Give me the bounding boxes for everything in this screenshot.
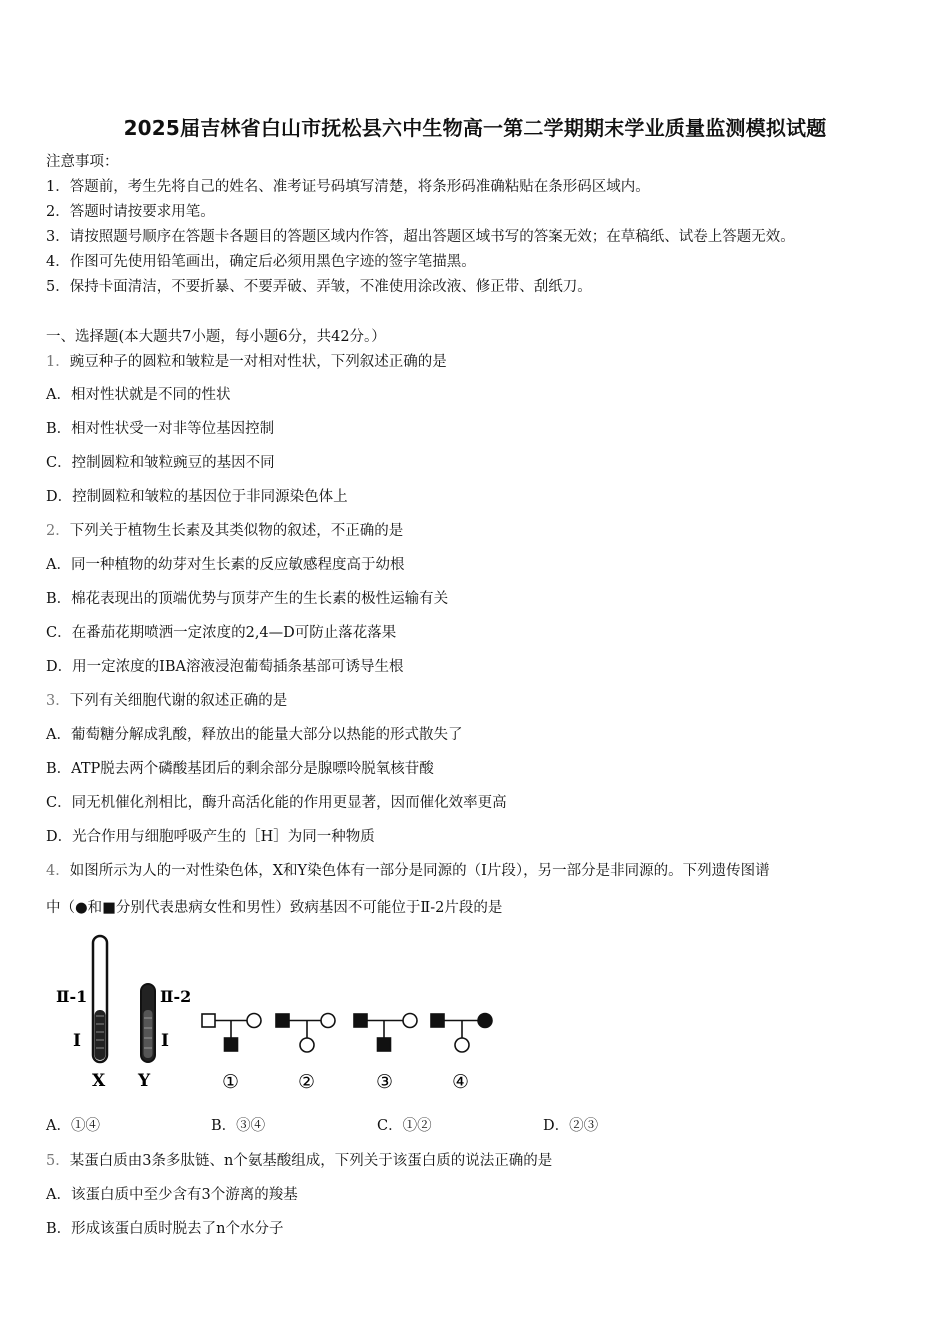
question-3 [46, 692, 287, 710]
notice-item: 5．保持卡面清洁，不要折暴、不要弄破、弄皱，不准使用涂改液、修正带、刮纸刀。 [46, 279, 592, 295]
question-stem: 豌豆种子的圆粒和皱粒是一对相对性状，下列叙述正确的是 [69, 354, 447, 370]
pedigree-label-4: ④ [452, 1071, 470, 1093]
segment-label-x-i: Ⅰ [73, 1031, 81, 1051]
pedigree-4 [431, 1014, 492, 1053]
y-chromosome [141, 984, 155, 1062]
pedigree-2 [276, 1014, 335, 1053]
question-stem: 下列关于植物生长素及其类似物的叙述，不正确的是 [69, 523, 404, 539]
option-c: C．①② [377, 1118, 432, 1134]
question-4-options [46, 1117, 598, 1135]
notice-heading: 注意事项： [46, 154, 119, 170]
question-stem: 下列有关细胞代谢的叙述正确的是 [69, 693, 288, 709]
question-4 [46, 862, 770, 880]
option-b: B．ATP脱去两个磷酸基团后的剩余部分是腺嘌呤脱氧核苷酸 [46, 761, 434, 777]
pedigree-label-3: ③ [376, 1071, 394, 1093]
question-number: 5． [46, 1153, 70, 1169]
question-4-stem-continued: 中（●和■分别代表患病女性和男性）致病基因不可能位于Ⅱ-2片段的是 [46, 900, 503, 916]
chromosome-pedigree-figure [50, 930, 510, 1100]
notice-item: 4．作图可先使用铅笔画出，确定后必须用黑色字迹的签字笔描黑。 [46, 254, 476, 270]
chromosome-label-y: Y [138, 1071, 151, 1091]
option-d: D．控制圆粒和皱粒的基因位于非同源染色体上 [46, 489, 348, 505]
pedigree-label-1: ① [222, 1071, 240, 1093]
pedigree-1 [202, 1014, 261, 1052]
option-a: A．同一种植物的幼芽对生长素的反应敏感程度高于幼根 [46, 557, 405, 573]
option-d: D．光合作用与细胞呼吸产生的［H］为同一种物质 [46, 829, 375, 845]
option-a: A．该蛋白质中至少含有3个游离的羧基 [46, 1187, 298, 1203]
question-number: 2． [46, 523, 70, 539]
option-a: A．葡萄糖分解成乳酸，释放出的能量大部分以热能的形式散失了 [46, 727, 463, 743]
segment-label-x-ii1: Ⅱ-1 [56, 987, 88, 1006]
notice-item: 1．答题前，考生先将自己的姓名、准考证号码填写清楚，将条形码准确粘贴在条形码区域内。 [46, 179, 650, 195]
option-b: B．③④ [211, 1118, 266, 1134]
pedigree-3 [354, 1014, 417, 1052]
option-c: C．同无机催化剂相比，酶升高活化能的作用更显著，因而催化效率更高 [46, 795, 507, 811]
question-number: 3． [46, 693, 70, 709]
question-number: 4． [46, 863, 70, 879]
segment-label-y-ii2: Ⅱ-2 [160, 987, 192, 1006]
option-b: B．相对性状受一对非等位基因控制 [46, 421, 275, 437]
option-c: C．在番茄花期喷洒一定浓度的2,4—D可防止落花落果 [46, 625, 397, 641]
question-stem: 如图所示为人的一对性染色体，X和Y染色体有一部分是同源的（Ⅰ片段），另一部分是非同源的。下列遗传图谱 [69, 863, 770, 879]
chromosome-label-x: X [92, 1071, 106, 1091]
option-b: B．棉花表现出的顶端优势与顶芽产生的生长素的极性运输有关 [46, 591, 449, 607]
segment-label-y-i: Ⅰ [161, 1031, 169, 1051]
option-a: A．①④ [46, 1118, 100, 1134]
question-1 [46, 353, 447, 371]
question-number: 1． [46, 354, 70, 370]
question-2 [46, 522, 403, 540]
section-heading: 一、选择题(本大题共7小题，每小题6分，共42分。） [46, 329, 386, 345]
page-title: 2025届吉林省白山市抚松县六中生物高一第二学期期末学业质量监测模拟试题 [123, 116, 827, 140]
pedigree-label-2: ② [298, 1071, 316, 1093]
question-stem: 某蛋白质由3条多肽链、n个氨基酸组成，下列关于该蛋白质的说法正确的是 [69, 1153, 553, 1169]
option-a: A．相对性状就是不同的性状 [46, 387, 231, 403]
question-5 [46, 1152, 552, 1170]
x-chromosome [93, 936, 107, 1062]
notice-item: 2．答题时请按要求用笔。 [46, 204, 215, 220]
option-c: C．控制圆粒和皱粒豌豆的基因不同 [46, 455, 275, 471]
option-d: D．用一定浓度的IBA溶液浸泡葡萄插条基部可诱导生根 [46, 659, 404, 675]
option-d: D．②③ [543, 1118, 599, 1134]
notice-item: 3．请按照题号顺序在答题卡各题目的答题区域内作答，超出答题区域书写的答案无效；在草稿纸、试卷上答题无效。 [46, 229, 795, 245]
option-b: B．形成该蛋白质时脱去了n个水分子 [46, 1221, 284, 1237]
